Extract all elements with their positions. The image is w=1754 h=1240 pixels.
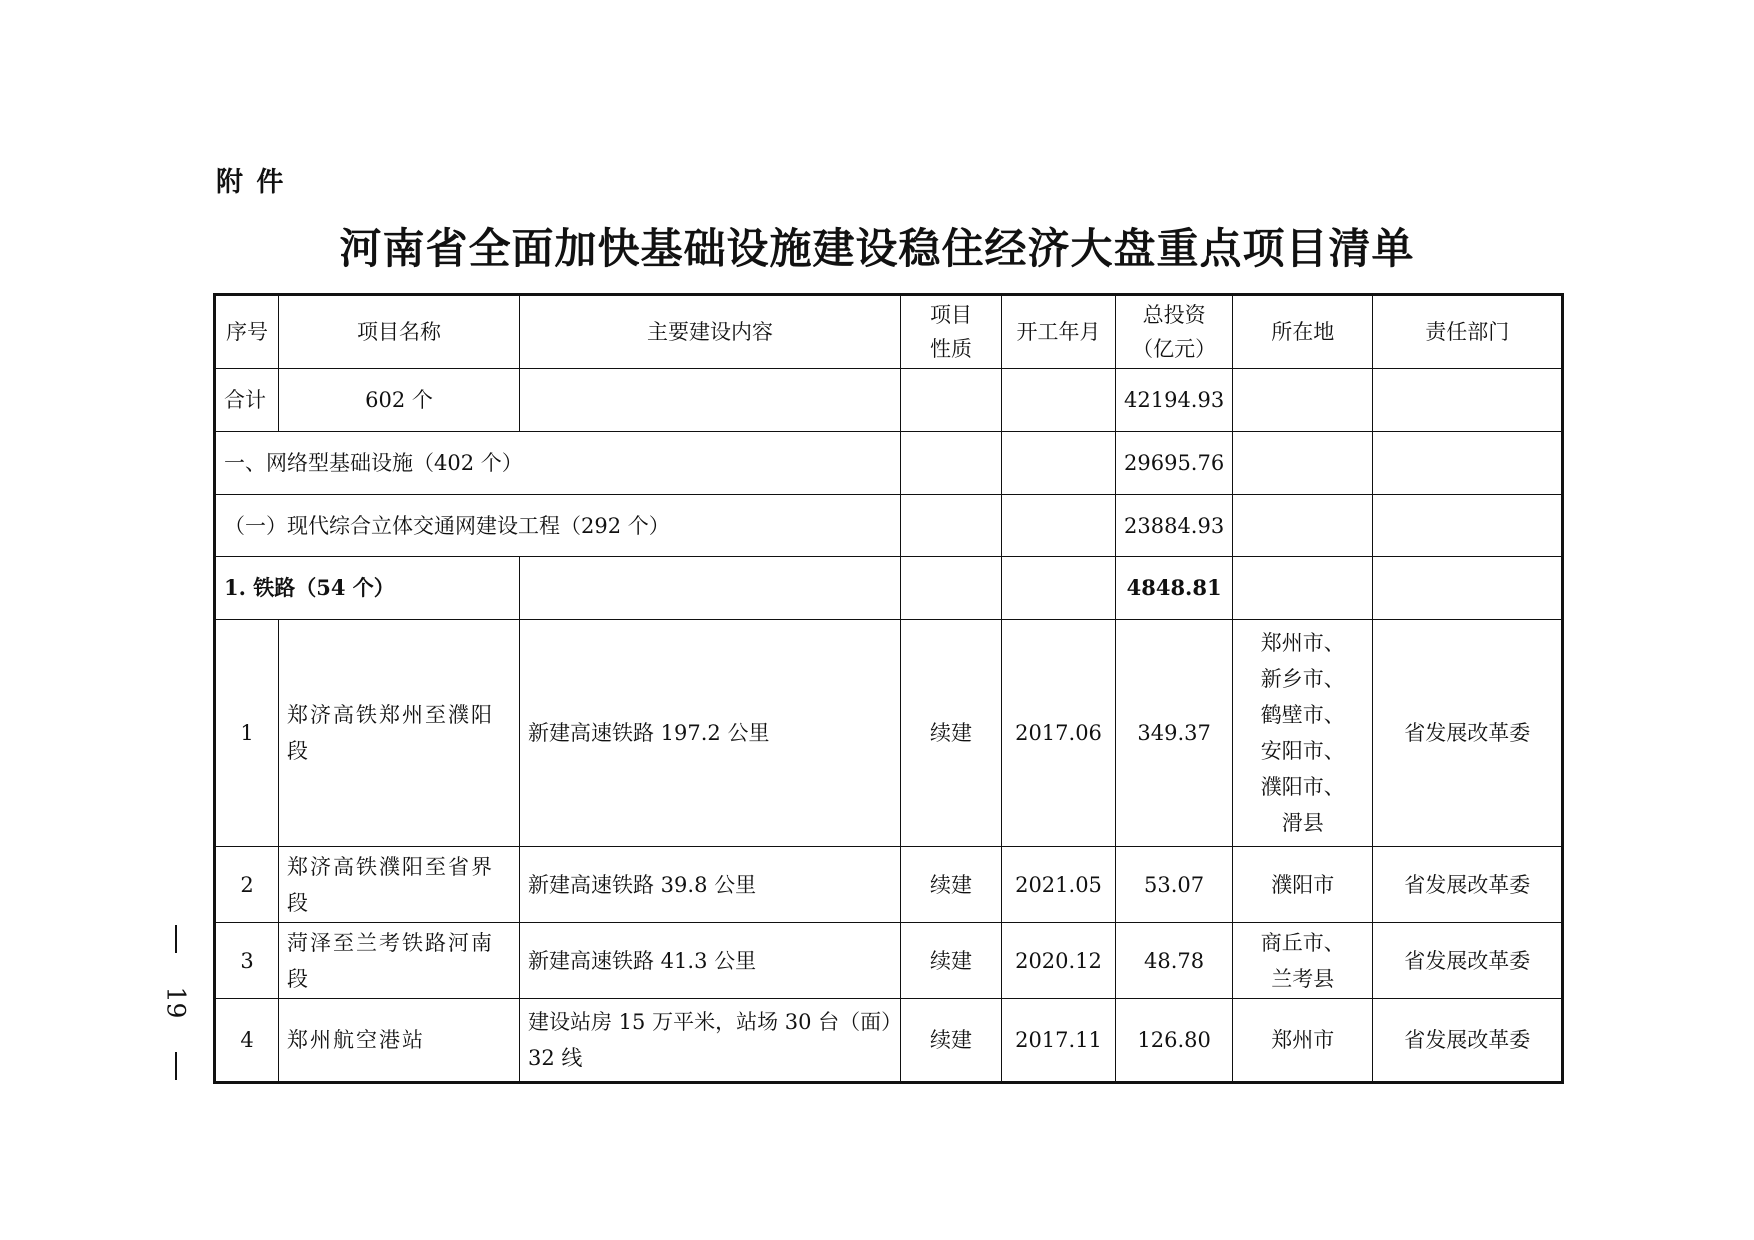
row-dept: 省发展改革委 xyxy=(1373,847,1563,923)
attachment-label: 附 件 xyxy=(216,167,286,198)
row-nature: 续建 xyxy=(901,847,1002,923)
location-line: 濮阳市 xyxy=(1271,872,1335,897)
header-investment xyxy=(1116,295,1233,369)
subcategory-label: （一）现代综合立体交通网建设工程（292 个） xyxy=(215,495,901,557)
row-name: 郑济高铁郑州至濮阳段 xyxy=(279,620,520,847)
row-nature: 续建 xyxy=(901,620,1002,847)
project-table xyxy=(213,293,1564,1084)
location-line: 新乡市、 xyxy=(1260,667,1345,691)
location-line: 鹤壁市、 xyxy=(1260,703,1345,727)
page-number-dash-top xyxy=(175,925,177,953)
document-title: 河南省全面加快基础设施建设稳住经济大盘重点项目清单 xyxy=(339,224,1415,273)
header-nature-line2: 性质 xyxy=(930,337,972,361)
row-content: 新建高速铁路 41.3 公里 xyxy=(520,923,901,999)
category-label: 一、网络型基础设施（402 个） xyxy=(215,432,901,495)
row-content: 建设站房 15 万平米，站场 30 台（面）32 线 xyxy=(520,999,901,1083)
total-row xyxy=(215,369,1563,432)
category-empty-location xyxy=(1233,432,1373,495)
header-investment-line2: （亿元） xyxy=(1132,337,1217,361)
row-location xyxy=(1233,923,1373,999)
header-location: 所在地 xyxy=(1233,295,1373,369)
table-row xyxy=(215,620,1563,847)
header-name: 项目名称 xyxy=(279,295,520,369)
total-empty-dept xyxy=(1373,369,1563,432)
header-seq: 序号 xyxy=(215,295,279,369)
location-line: 郑州市、 xyxy=(1260,631,1345,655)
section-empty-nature xyxy=(901,557,1002,620)
row-seq: 3 xyxy=(215,923,279,999)
header-dept: 责任部门 xyxy=(1373,295,1563,369)
row-location xyxy=(1233,999,1373,1083)
total-count: 602 个 xyxy=(279,369,520,432)
row-content: 新建高速铁路 197.2 公里 xyxy=(520,620,901,847)
category-investment: 29695.76 xyxy=(1116,432,1233,495)
row-name: 郑济高铁濮阳至省界段 xyxy=(279,847,520,923)
location-line: 濮阳市、 xyxy=(1260,775,1345,799)
category-row xyxy=(215,432,1563,495)
row-start: 2017.06 xyxy=(1002,620,1116,847)
location-line: 滑县 xyxy=(1281,811,1324,835)
table-row xyxy=(215,923,1563,999)
total-empty-start xyxy=(1002,369,1116,432)
total-investment: 42194.93 xyxy=(1116,369,1233,432)
header-nature-line1: 项目 xyxy=(930,303,972,327)
total-empty-nature xyxy=(901,369,1002,432)
page-number-value: 19 xyxy=(161,986,191,1019)
row-dept: 省发展改革委 xyxy=(1373,999,1563,1083)
row-location xyxy=(1233,847,1373,923)
location-line: 安阳市、 xyxy=(1260,739,1345,763)
table-header-row xyxy=(215,295,1563,369)
row-name: 郑州航空港站 xyxy=(279,999,520,1083)
row-start: 2020.12 xyxy=(1002,923,1116,999)
header-investment-line1: 总投资 xyxy=(1142,303,1206,327)
section-empty-content xyxy=(520,557,901,620)
section-empty-dept xyxy=(1373,557,1563,620)
row-dept: 省发展改革委 xyxy=(1373,923,1563,999)
row-start: 2021.05 xyxy=(1002,847,1116,923)
row-seq: 4 xyxy=(215,999,279,1083)
section-investment: 4848.81 xyxy=(1116,557,1233,620)
page-number-dash-bottom xyxy=(175,1052,177,1080)
row-seq: 1 xyxy=(215,620,279,847)
subcategory-empty-nature xyxy=(901,495,1002,557)
row-dept: 省发展改革委 xyxy=(1373,620,1563,847)
header-nature xyxy=(901,295,1002,369)
subcategory-empty-location xyxy=(1233,495,1373,557)
location-line: 商丘市、 xyxy=(1260,930,1345,955)
row-investment: 126.80 xyxy=(1116,999,1233,1083)
row-nature: 续建 xyxy=(901,923,1002,999)
row-nature: 续建 xyxy=(901,999,1002,1083)
subcategory-empty-dept xyxy=(1373,495,1563,557)
subcategory-row xyxy=(215,495,1563,557)
row-seq: 2 xyxy=(215,847,279,923)
page-number xyxy=(162,925,190,1080)
row-investment: 349.37 xyxy=(1116,620,1233,847)
category-empty-nature xyxy=(901,432,1002,495)
category-empty-dept xyxy=(1373,432,1563,495)
total-label: 合计 xyxy=(215,369,279,432)
table-row xyxy=(215,847,1563,923)
row-location xyxy=(1233,620,1373,847)
total-empty-location xyxy=(1233,369,1373,432)
subcategory-empty-start xyxy=(1002,495,1116,557)
table-row xyxy=(215,999,1563,1083)
section-empty-start xyxy=(1002,557,1116,620)
location-line: 兰考县 xyxy=(1271,966,1335,991)
row-content: 新建高速铁路 39.8 公里 xyxy=(520,847,901,923)
section-empty-location xyxy=(1233,557,1373,620)
row-investment: 48.78 xyxy=(1116,923,1233,999)
row-name: 菏泽至兰考铁路河南段 xyxy=(279,923,520,999)
header-start: 开工年月 xyxy=(1002,295,1116,369)
category-empty-start xyxy=(1002,432,1116,495)
section-label: 1. 铁路（54 个） xyxy=(215,557,520,620)
header-content: 主要建设内容 xyxy=(520,295,901,369)
row-investment: 53.07 xyxy=(1116,847,1233,923)
total-empty-content xyxy=(520,369,901,432)
location-line: 郑州市 xyxy=(1271,1028,1335,1052)
subcategory-investment: 23884.93 xyxy=(1116,495,1233,557)
section-row xyxy=(215,557,1563,620)
row-start: 2017.11 xyxy=(1002,999,1116,1083)
